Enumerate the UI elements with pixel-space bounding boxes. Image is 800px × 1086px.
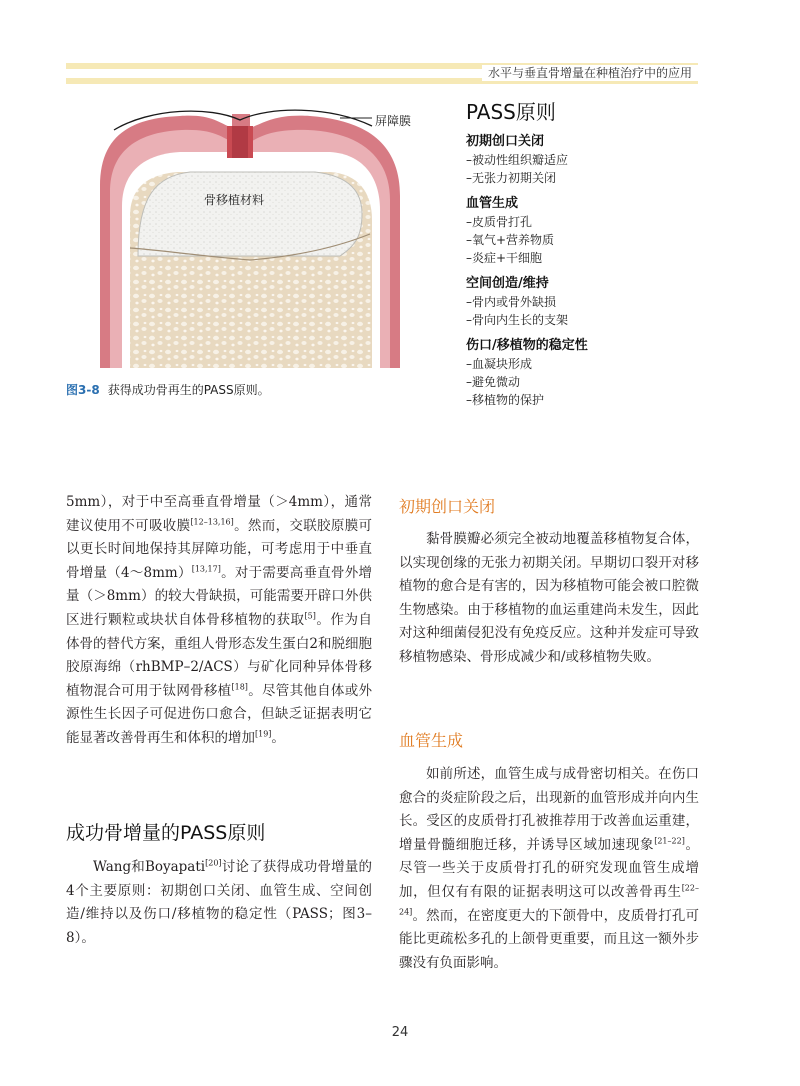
pass-item: –皮质骨打孔 bbox=[466, 215, 533, 229]
pass-group-angiogenesis bbox=[466, 195, 726, 267]
label-bone-graft: 骨移植材料 bbox=[204, 193, 265, 207]
caption-text: 获得成功骨再生的PASS原则。 bbox=[107, 383, 270, 397]
pass-item: –氧气+营养物质 bbox=[466, 233, 555, 247]
pass-title: PASS原则 bbox=[466, 100, 556, 124]
pass-item: –移植物的保护 bbox=[466, 393, 545, 407]
pass-group-stability bbox=[466, 337, 726, 409]
citation: [20] bbox=[205, 858, 222, 868]
text-run: 5mm），对于中至高垂直骨增量（＞4mm），通常建议使用不可吸收膜 bbox=[66, 494, 372, 534]
pass-item: –避免微动 bbox=[466, 375, 521, 389]
left-column-text-2 bbox=[66, 856, 372, 950]
pass-item: –炎症+干细胞 bbox=[466, 251, 543, 265]
text-run: 。然而，交联胶原膜可以更长时间地保持其屏障功能，可考虑用于中垂直骨增量（4～8mm） bbox=[66, 517, 373, 581]
paragraph bbox=[66, 491, 372, 751]
pass-item: –无张力初期关闭 bbox=[466, 171, 557, 185]
text-run: 。尽管其他自体或外源性生长因子可促进伤口愈合，但缺乏证据表明它能显著改善骨再生和体积的增加 bbox=[66, 682, 373, 746]
text-run: 讨论了获得成功骨增量的4个主要原则：初期创口关闭、血管生成、空间创造/维持以及伤口/移植物的稳定性（PASS；图3–8）。 bbox=[66, 859, 373, 946]
text-run: 如前所述，血管生成与成骨密切相关。在伤口愈合的炎症阶段之后，出现新的血管形成并向内生长。受区的皮质骨打孔被推荐用于改善血运重建，增量骨髓细胞迁移，并诱导区域加速现象 bbox=[399, 766, 699, 853]
text-run: 。然而，在密度更大的下颌骨中，皮质骨打孔可能比更疏松多孔的上颌骨更重要，而且这一额外步骤没有负面影响。 bbox=[399, 907, 699, 971]
left-column-text bbox=[66, 491, 372, 751]
pass-heading: 空间创造/维持 bbox=[466, 276, 549, 291]
page-number: 24 bbox=[391, 1025, 409, 1040]
citation: [22–24] bbox=[399, 883, 699, 917]
figure-caption bbox=[66, 381, 270, 398]
text-run: 。对于需要高垂直骨外增量（＞8mm）的较大骨缺损，可能需要开辟口外供区进行颗粒或块状自体骨移植物的获取 bbox=[66, 564, 373, 628]
citation: [5] bbox=[304, 611, 316, 621]
running-title: 水平与垂直骨增量在种植治疗中的应用 bbox=[482, 65, 698, 81]
paragraph bbox=[399, 763, 699, 975]
pass-heading: 初期创口关闭 bbox=[466, 134, 545, 149]
pass-principles-panel bbox=[466, 96, 726, 417]
citation: [18] bbox=[231, 682, 248, 692]
citation: [12–13,16] bbox=[190, 517, 234, 527]
paragraph: 黏骨膜瓣必须完全被动地覆盖移植物复合体，以实现创缘的无张力初期关闭。早期切口裂开对移植物的愈合是有害的，因为移植物可能会被口腔微生物感染。由于移植物的血运重建尚未发生，因此对这种细菌侵犯没有免疫反应。这种并发症可导致移植物感染、骨形成减少和/或移植物失败。 bbox=[399, 531, 699, 665]
figure-number: 图3-8 bbox=[66, 383, 100, 397]
section-title-pass: 成功骨增量的PASS原则 bbox=[66, 822, 266, 844]
pass-heading: 血管生成 bbox=[466, 196, 519, 211]
figure-illustration bbox=[100, 96, 410, 368]
paragraph bbox=[66, 856, 372, 950]
section-title-angiogenesis: 血管生成 bbox=[399, 731, 464, 750]
pass-item: –骨内或骨外缺损 bbox=[466, 295, 557, 309]
citation: [21–22] bbox=[654, 836, 685, 846]
citation: [19] bbox=[255, 729, 272, 739]
pass-group-space bbox=[466, 275, 726, 329]
bone-graft-diagram bbox=[100, 96, 410, 368]
text-run: 。尽管一些关于皮质骨打孔的研究发现血管生成增加，但仅有有限的证据表明这可以改善骨再生 bbox=[399, 836, 700, 900]
citation: [13,17] bbox=[191, 564, 221, 574]
pass-item: –骨向内生长的支架 bbox=[466, 313, 569, 327]
pass-item: –被动性组织瓣适应 bbox=[466, 153, 569, 167]
right-column-text-2 bbox=[399, 763, 699, 975]
pass-item: –血凝块形成 bbox=[466, 357, 533, 371]
pass-heading: 伤口/移植物的稳定性 bbox=[466, 338, 588, 353]
text-run: 。 bbox=[271, 729, 285, 746]
text-run: 。作为自体骨的替代方案，重组人骨形态发生蛋白2和脱细胞胶原海绵（rhBMP–2/ACS）与矿化同种异体骨移植物混合可用于钛网骨移植 bbox=[66, 611, 372, 699]
label-barrier-membrane: 屏障膜 bbox=[375, 114, 412, 128]
right-column-text bbox=[399, 528, 699, 670]
pass-group-wound-closure bbox=[466, 133, 726, 187]
text-run: Wang和Boyapati bbox=[93, 859, 206, 875]
section-title-wound-closure: 初期创口关闭 bbox=[399, 497, 496, 516]
